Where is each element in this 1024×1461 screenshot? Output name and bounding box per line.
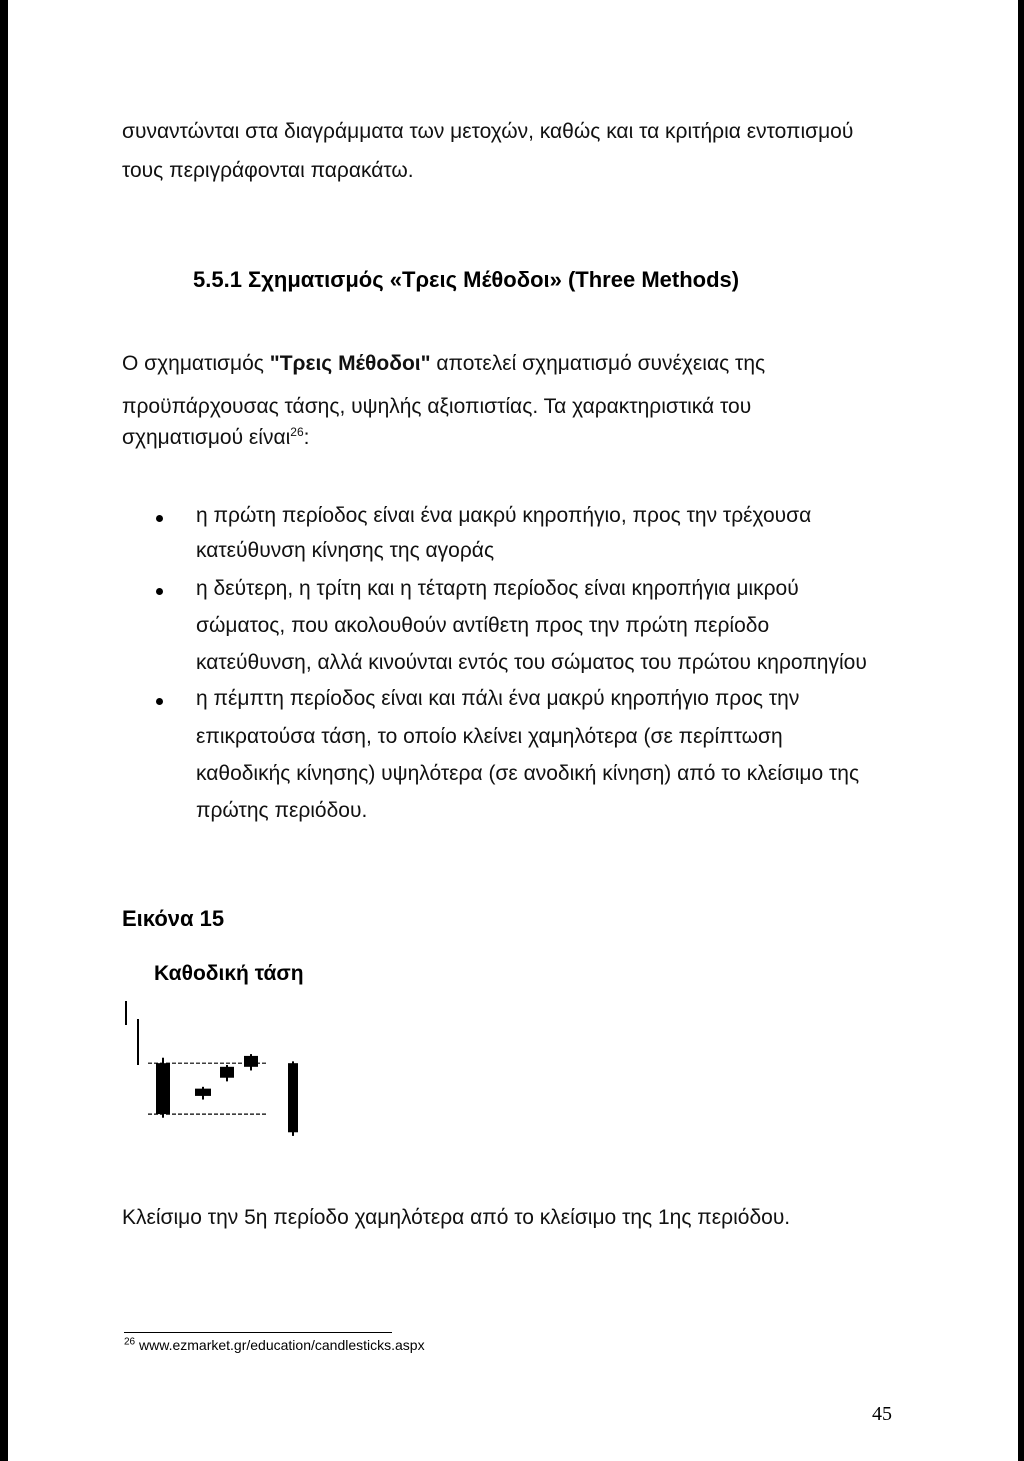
candle-body-4 <box>244 1056 258 1067</box>
description-line-3-text: σχηματισμού είναι <box>122 426 291 449</box>
footnote-reference[interactable]: 26 <box>290 425 304 439</box>
candle-body-2 <box>195 1089 211 1096</box>
candle-body-5 <box>288 1063 298 1132</box>
bullet-3-line-3: καθοδικής κίνησης) υψηλότερα (σε ανοδική κίνηση) από το κλείσιμο της <box>196 762 860 785</box>
footnote <box>124 1337 425 1353</box>
footnote-number: 26 <box>124 1336 136 1348</box>
figure-caption: Κλείσιμο την 5η περίοδο χαμηλότερα από το κλείσιμο της 1ης περιόδου. <box>122 1206 791 1229</box>
bullet-3-line-4: πρώτης περιόδου. <box>196 799 368 822</box>
chart-title: Καθοδική τάση <box>154 962 304 985</box>
page-number: 45 <box>872 1403 892 1425</box>
bullet-1-line-1: η πρώτη περίοδος είναι ένα μακρύ κηροπήγιο, προς την τρέχουσα <box>196 504 812 527</box>
description-line-2: προϋπάρχουσας τάσης, υψηλής αξιοπιστίας. Τα χαρακτηριστικά του <box>122 395 752 418</box>
candle-body-1 <box>156 1063 170 1114</box>
description-line-3 <box>122 418 309 457</box>
bullet-2-line-3: κατεύθυνση, αλλά κινούνται εντός του σώματος του πρώτου κηροπηγίου <box>196 651 867 674</box>
description-line-1 <box>122 344 892 383</box>
description-pre: Ο σχηματισμός <box>122 352 270 375</box>
description-bold: "Τρεις Μέθοδοι" <box>269 352 431 375</box>
figure-label: Εικόνα 15 <box>122 906 225 931</box>
chart-marks <box>148 1054 298 1136</box>
description-post: αποτελεί σχηματισμό συνέχειας της <box>430 352 766 375</box>
intro-line-2: τους περιγράφονται παρακάτω. <box>122 159 414 182</box>
bullet-dot <box>156 515 163 522</box>
section-title: 5.5.1 Σχηματισμός «Τρεις Μέθοδοι» (Three Methods) <box>193 267 740 292</box>
intro-line-1: συναντώνται στα διαγράμματα των μετοχών, καθώς και τα κριτήρια εντοπισμού <box>122 120 854 143</box>
footnote-rule <box>124 1332 392 1333</box>
bullet-2-line-2: σώματος, που ακολουθούν αντίθετη προς την πρώτη περίοδο <box>196 614 770 637</box>
footnote-link[interactable]: www.ezmarket.gr/education/candlesticks.aspx <box>139 1337 425 1353</box>
description-colon: : <box>303 426 310 449</box>
candle-body-3 <box>220 1067 234 1078</box>
bullet-dot <box>156 588 163 595</box>
candlestick-chart <box>118 995 318 1145</box>
bullet-dot <box>156 698 163 705</box>
bullet-3-line-2: επικρατούσα τάση, το οποίο κλείνει χαμηλότερα (σε περίπτωση <box>196 725 783 748</box>
bullet-2-line-1: η δεύτερη, η τρίτη και η τέταρτη περίοδος είναι κηροπήγια μικρού <box>196 577 799 600</box>
bullet-1-line-2: κατεύθυνση κίνησης της αγοράς <box>196 539 495 562</box>
bullet-3-line-1: η πέμπτη περίοδος είναι και πάλι ένα μακρύ κηροπήγιο προς την <box>196 687 800 710</box>
